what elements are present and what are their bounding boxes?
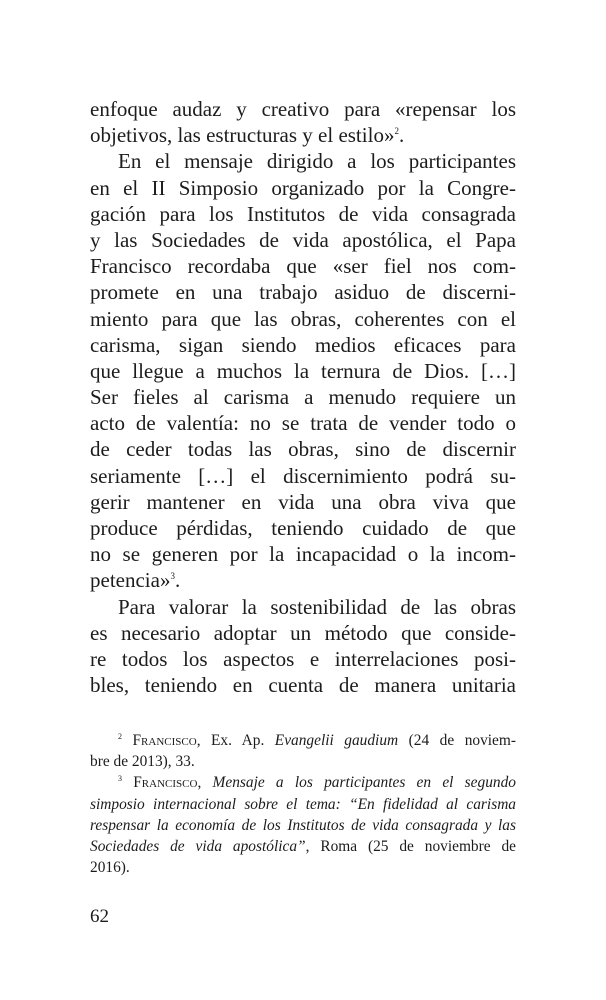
text-line: En el mensaje dirigido a los participantes bbox=[118, 149, 516, 174]
text-line: miento para que las obras, coherentes con el bbox=[90, 306, 516, 331]
footnote-ref: 2 bbox=[394, 126, 399, 137]
footnote-3-cont: respensar la economía de los Institutos de vida consagrada y las bbox=[90, 816, 516, 834]
text-line: acto de valentía: no se trata de vender todo o bbox=[90, 411, 516, 436]
footnote-title: Evangelii gaudium bbox=[274, 732, 399, 749]
text-line: bles, teniendo en cuenta de manera unitaria bbox=[90, 673, 516, 698]
text-line: enfoque audaz y creativo para «repensar los bbox=[90, 97, 516, 121]
text-line: seriamente […] el discernimiento podrá su- bbox=[90, 463, 516, 488]
text-line: Ser fieles al carisma a menudo requiere un bbox=[90, 385, 516, 410]
text-line: y las Sociedades de vida apostólica, el Papa bbox=[90, 227, 516, 252]
text-line: Francisco recordaba que «ser fiel nos com- bbox=[90, 254, 516, 279]
footnote-2-cont: bre de 2013), 33. bbox=[90, 753, 195, 771]
footnote-2: $^2$ Francisco, Ex. Ap. Evangelii gaudium (24 de noviem- bbox=[118, 731, 516, 749]
text-line: objetivos, las estructuras y el estilo»$^2$. bbox=[90, 123, 405, 148]
text-line: es necesario adoptar un método que conside- bbox=[90, 620, 516, 645]
text-line: promete en una trabajo asiduo de discerni- bbox=[90, 280, 516, 305]
text-line: carisma, sigan siendo medios eficaces para bbox=[90, 332, 516, 357]
footnote-title: Mensaje a los participantes en el segundo bbox=[212, 774, 516, 792]
main-text bbox=[90, 96, 516, 698]
text-line: produce pérdidas, teniendo cuidado de que bbox=[90, 516, 516, 540]
text-line: re todos los aspectos e interrelaciones posi- bbox=[90, 646, 516, 671]
text-line: que llegue a muchos la ternura de Dios. […] bbox=[90, 358, 516, 383]
text-line: no se generen por la incapacidad o la incom- bbox=[90, 542, 516, 567]
footnote-3: $^3$ Francisco, Mensaje a los participantes en el segundo bbox=[118, 774, 516, 792]
footnote-number: 2 bbox=[118, 731, 122, 741]
footnote-number: 3 bbox=[118, 774, 122, 784]
text-line: petencia»$^3$. bbox=[90, 568, 181, 593]
footnote-3-cont: simposio internacional sobre el tema: “En fidelidad al carisma bbox=[90, 795, 516, 813]
footnote-ref: 3 bbox=[170, 571, 175, 582]
footnotes bbox=[90, 730, 516, 878]
footnote-author: Francisco bbox=[133, 774, 198, 792]
footnote-3-cont: 2016). bbox=[90, 859, 130, 877]
footnote-author: Francisco bbox=[132, 732, 197, 749]
text-line: de ceder todas las obras, sino de discernir bbox=[90, 437, 516, 462]
footnote-3-cont: Sociedades de vida apostólica”, Roma (25 de noviembre de bbox=[90, 837, 516, 855]
page-number: 62 bbox=[90, 906, 109, 927]
text-line: gación para los Institutos de vida consagrada bbox=[90, 201, 516, 226]
text-line: en el II Simposio organizado por la Congre- bbox=[90, 175, 516, 200]
text-line: gerir mantener en vida una obra viva que bbox=[90, 489, 516, 514]
text-line: Para valorar la sostenibilidad de las obras bbox=[118, 594, 516, 619]
